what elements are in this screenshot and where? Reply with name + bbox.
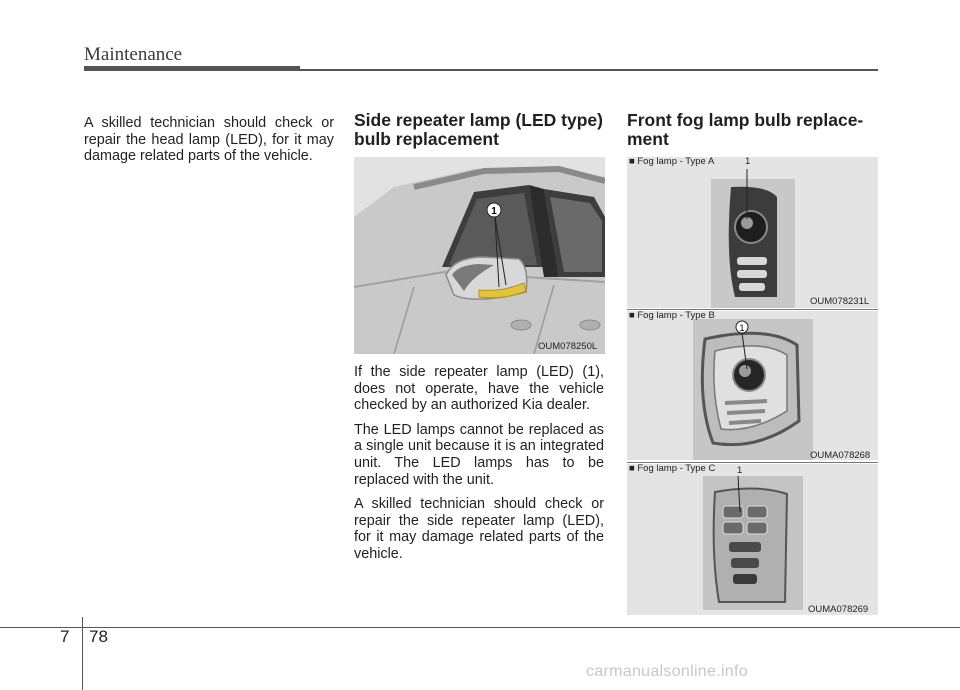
section-header: Maintenance xyxy=(84,44,183,65)
side-repeater-title-line1: Side repeater lamp (LED type) xyxy=(354,110,603,130)
fog-lamp-title-line2: ment xyxy=(627,129,669,149)
fog-lamp-type-c-code: OUMA078269 xyxy=(808,604,869,615)
fog-lamp-type-b-illustration xyxy=(627,311,878,460)
fog-lamp-title xyxy=(627,111,877,149)
fog-lamp-title-line1: Front fog lamp bulb replace- xyxy=(627,110,864,130)
side-repeater-para-2: The LED lamps cannot be replaced as a single unit because it is an integrated unit. The LED lamps has to be replaced with the unit. xyxy=(354,421,604,488)
watermark: carmanualsonline.info xyxy=(586,663,748,680)
fog-lamp-type-a-label: ■ Fog lamp - Type A xyxy=(629,156,715,167)
footer-divider xyxy=(82,617,83,690)
fog-lamp-type-c-illustration xyxy=(627,464,878,615)
fog-lamp-type-a-illustration xyxy=(627,157,878,308)
fog-lamp-type-a-code: OUM078231L xyxy=(810,296,870,307)
header-rule-thick xyxy=(84,66,300,71)
fog-lamp-type-b-label: ■ Fog lamp - Type B xyxy=(629,310,715,321)
side-repeater-figure xyxy=(354,157,605,354)
side-repeater-para-3: A skilled technician should check or repair the side repeater lamp (LED), for it may damage related parts of the vehicle. xyxy=(354,496,604,562)
fog-lamp-type-c-label: ■ Fog lamp - Type C xyxy=(629,463,716,474)
fog-lamp-type-b-code: OUMA078268 xyxy=(810,450,871,461)
side-mirror-illustration xyxy=(354,157,605,354)
chapter-number: 7 xyxy=(60,627,70,646)
side-repeater-title xyxy=(354,111,604,149)
fog-lamp-type-c-callout: 1 xyxy=(737,465,743,476)
header-rule-thin xyxy=(300,69,878,71)
fog-lamp-type-a-callout: 1 xyxy=(745,156,751,167)
head-lamp-warning-text: A skilled technician should check or repair the head lamp (LED), for it may damage related parts of the vehicle. xyxy=(84,115,334,165)
fog-lamp-type-b-figure xyxy=(627,311,878,460)
fog-lamp-type-a-figure xyxy=(627,157,878,308)
side-repeater-title-line2: bulb replacement xyxy=(354,129,499,149)
footer-rule xyxy=(0,627,960,628)
side-repeater-figure-code: OUM078250L xyxy=(538,341,598,352)
page-number: 78 xyxy=(89,627,108,646)
side-repeater-callout: 1 xyxy=(491,206,497,217)
side-repeater-para-1: If the side repeater lamp (LED) (1), does not operate, have the vehicle checked by an authorized Kia dealer. xyxy=(354,364,604,414)
fog-lamp-type-c-figure xyxy=(627,464,878,615)
side-repeater-body xyxy=(354,364,604,571)
fog-lamp-type-b-callout: 1 xyxy=(739,323,745,333)
